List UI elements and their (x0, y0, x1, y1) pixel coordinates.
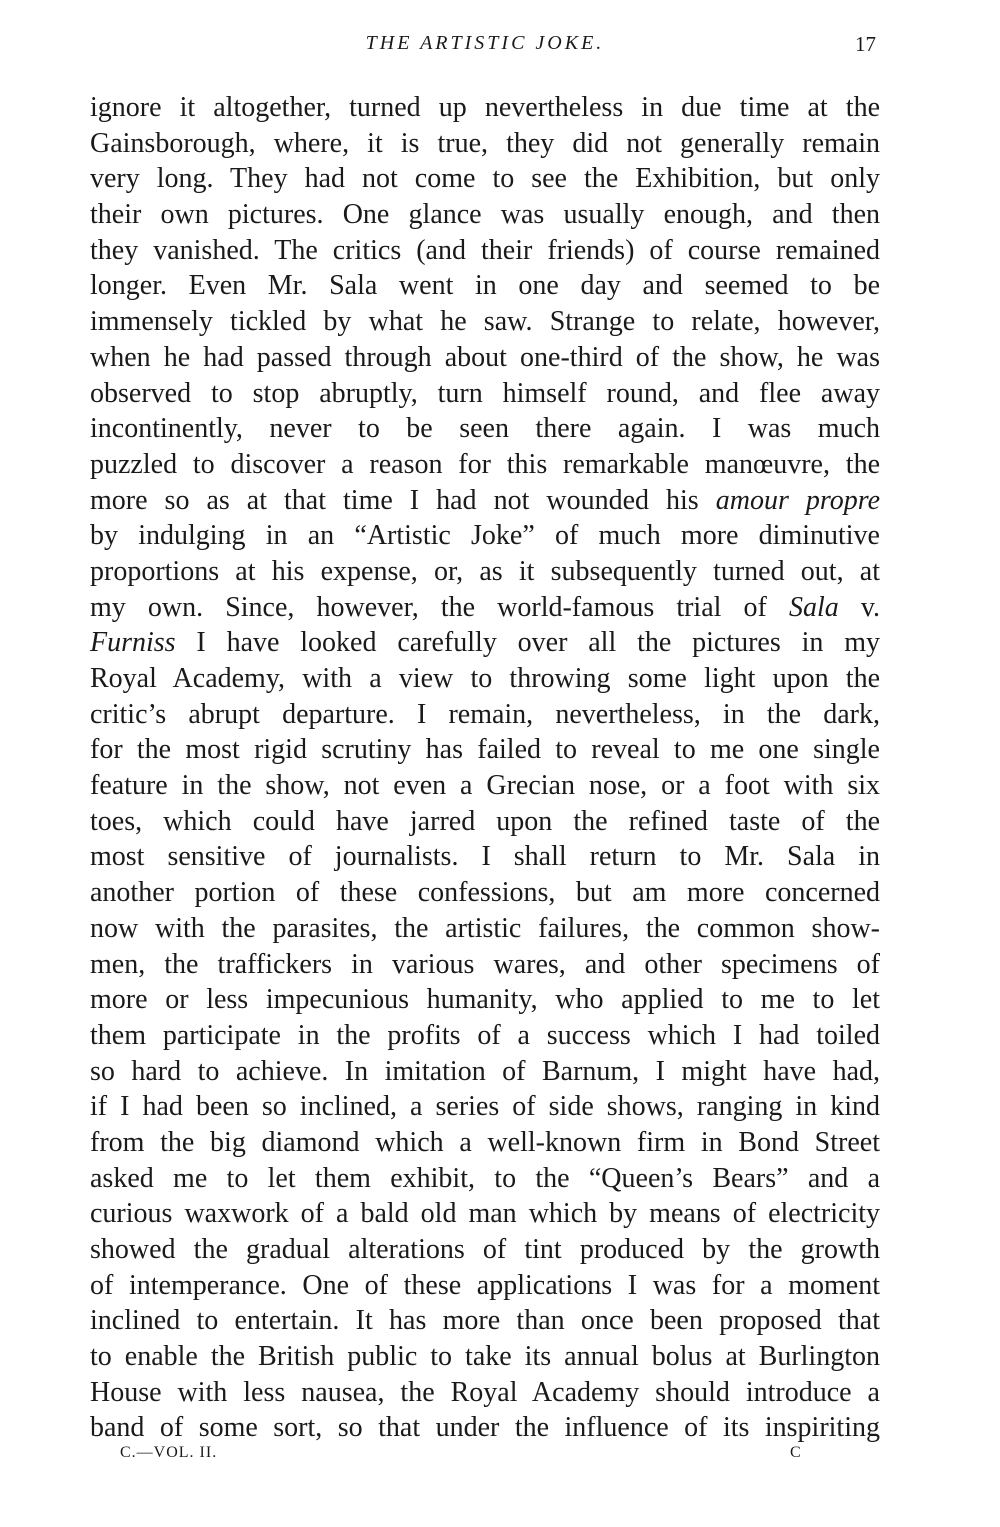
text-line: men, the traffickers in various wares, and other specimens of (90, 948, 880, 980)
text-line: them participate in the profits of a success which I had toiled (90, 1019, 880, 1051)
text-line: inclined to entertain. It has more than once been proposed that (90, 1305, 880, 1337)
text-line: incontinently, never to be seen there again. I was much (90, 413, 880, 445)
text-line: House with less nausea, the Royal Academy should introduce a (90, 1376, 880, 1408)
text-line: Gainsborough, where, it is true, they did not generally remain (90, 127, 880, 159)
text-line: immensely tickled by what he saw. Strange to relate, however, (90, 306, 880, 338)
text-line: Royal Academy, with a view to throwing some light upon the (90, 663, 880, 694)
text-line: another portion of these confessions, but am more concerned (90, 877, 880, 909)
text-line: when he had passed through about one-third of the show, he was (90, 341, 880, 373)
text-line: more so as at that time I had not wounded his amour propre (90, 484, 880, 516)
text-line: showed the gradual alterations of tint produced by the growth (90, 1234, 880, 1265)
page-footer (90, 1444, 880, 1474)
text-line: toes, which could have jarred upon the refined taste of the (90, 805, 880, 837)
body-text (90, 90, 880, 1446)
page-number: 17 (855, 32, 876, 56)
text-line: ignore it altogether, turned up nevertheless in due time at the (90, 92, 880, 123)
page-header (90, 30, 880, 66)
running-head: THE ARTISTIC JOKE. (365, 32, 605, 54)
text-line: longer. Even Mr. Sala went in one day and seemed to be (90, 270, 880, 302)
text-line: to enable the British public to take its annual bolus at Burlington (90, 1341, 880, 1373)
text-line: very long. They had not come to see the Exhibition, but only (90, 163, 880, 195)
text-line: more or less impecunious humanity, who applied to me to let (90, 984, 880, 1016)
text-line: curious waxwork of a bald old man which by means of electricity (90, 1198, 880, 1230)
text-line: Furniss I have looked carefully over all the pictures in my (90, 627, 880, 659)
text-line: if I had been so inclined, a series of side shows, ranging in kind (90, 1091, 880, 1123)
text-line: band of some sort, so that under the influence of its inspiriting (90, 1412, 880, 1444)
text-line: for the most rigid scrutiny has failed to reveal to me one single (90, 734, 880, 766)
text-line: from the big diamond which a well-known firm in Bond Street (90, 1126, 880, 1158)
text-line: most sensitive of journalists. I shall return to Mr. Sala in (90, 841, 880, 873)
text-line: critic’s abrupt departure. I remain, nevertheless, in the dark, (90, 698, 880, 730)
text-line: now with the parasites, the artistic failures, the common show- (90, 912, 880, 944)
text-line: asked me to let them exhibit, to the “Queen’s Bears” and a (90, 1162, 880, 1194)
text-line: their own pictures. One glance was usually enough, and then (90, 199, 880, 231)
text-line: proportions at his expense, or, as it subsequently turned out, at (90, 555, 880, 587)
text-line: so hard to achieve. In imitation of Barnum, I might have had, (90, 1055, 880, 1087)
text-line: of intemperance. One of these applications I was for a moment (90, 1269, 880, 1301)
text-line: feature in the show, not even a Grecian nose, or a foot with six (90, 770, 880, 802)
text-line: by indulging in an “Artistic Joke” of much more diminutive (90, 520, 880, 552)
text-line: puzzled to discover a reason for this remarkable manœuvre, the (90, 448, 880, 480)
text-line: observed to stop abruptly, turn himself round, and flee away (90, 377, 880, 409)
signature-mark: C.—VOL. II. (120, 1444, 218, 1461)
text-line: my own. Since, however, the world-famous trial of Sala v. (90, 591, 880, 623)
signature-letter: C (790, 1444, 801, 1461)
text-line: they vanished. The critics (and their friends) of course remained (90, 234, 880, 266)
